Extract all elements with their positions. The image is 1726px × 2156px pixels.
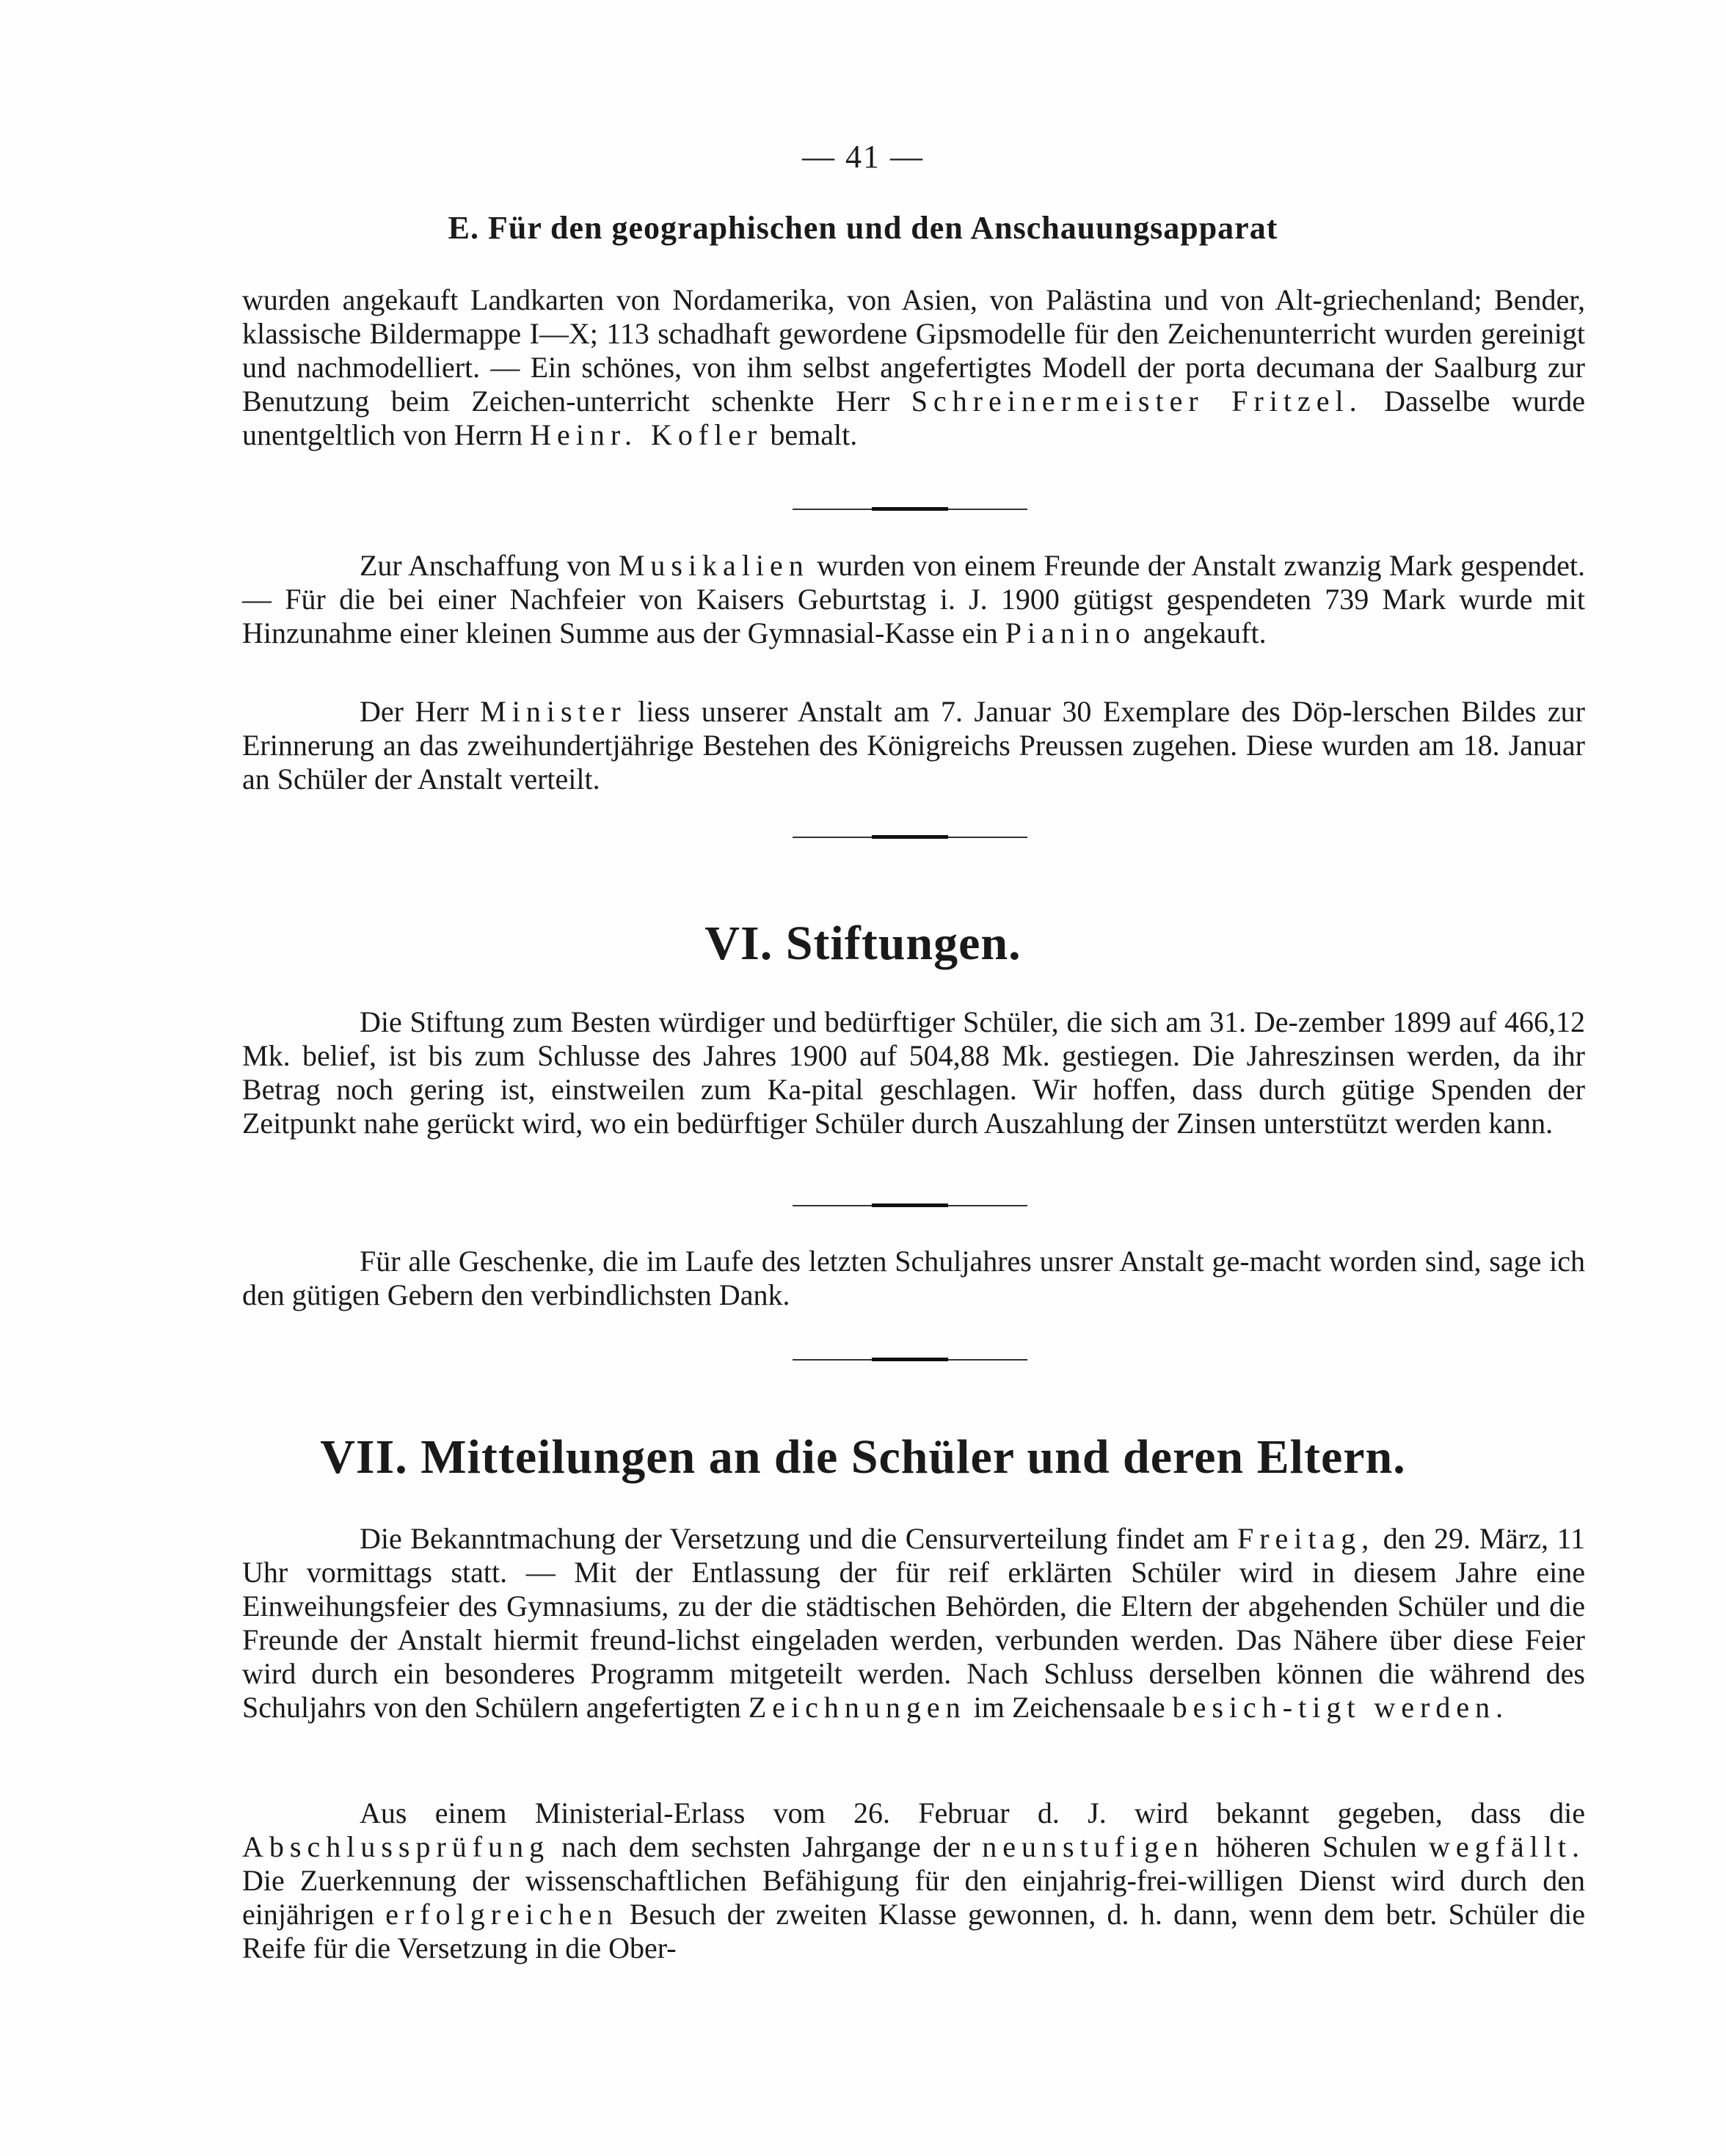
separator-rule [793, 1359, 1027, 1361]
spaced-word: Freitag, [1237, 1522, 1375, 1555]
text-run: angekauft. [1135, 616, 1267, 649]
spaced-word: Abschlussprüfung [242, 1830, 550, 1863]
text-run: höheren Schulen [1204, 1830, 1429, 1863]
text-run: im Zeichensaale [966, 1691, 1173, 1724]
text-run: Dasselbe wurde unentgeltlich von Herrn [242, 385, 1585, 451]
section-vi-paragraph-2: Für alle Geschenke, die im Laufe des letzten Schuljahres unsrer Anstalt ge-macht worden sind, sage ich den gütigen Gebern den verbindlichsten Dank. [242, 1245, 1585, 1311]
text-run: den 29. März, 11 Uhr vormittags statt. — Mit der Entlassung der für reif erklärten Schüler wird in diesem Jahre eine Einweihungsfeier des Gymnasiums, zu der die städtischen Behörden, die Eltern der abgehenden Schüler und die Freunde der Anstalt hiermit freund-lichst eingeladen werden, verbunden werden. Das Nähere über diese Feier wird durch ein besonderes Programm mitgeteilt werden. Nach Schluss derselben können die während des Schuljahrs von den Schülern angefertigten [242, 1522, 1586, 1724]
text-run: wurden von einem Freunde der Anstalt zwanzig Mark gespendet. — Für die bei einer Nachfeier von Kaisers Geburtstag i. J. 1900 gütigst gespendeten 739 Mark wurde mit Hinzunahme einer kleinen Summe aus der Gymnasial-Kasse ein [242, 549, 1585, 649]
separator-rule [793, 509, 1027, 510]
text-run: liess unserer Anstalt am 7. Januar 30 Exemplare des Döp-lerschen Bildes zur Erinnerung an das zweihundertjährige Bestehen des Königreichs Preussen zugehen. Diese wurden am 18. Januar an Schüler der Anstalt verteilt. [242, 695, 1585, 795]
spaced-word: Pianino [1005, 616, 1136, 649]
section-vii-heading: VII. Mitteilungen an die Schüler und deren Eltern. [320, 1430, 1406, 1484]
spaced-word: erfolgreichen [385, 1898, 619, 1931]
text-run: Aus einem Ministerial-Erlass vom 26. Februar d. J. wird bekannt gegeben, dass die [360, 1796, 1585, 1829]
musikalien-paragraph [242, 549, 1585, 650]
spaced-word: Zeichnungen [748, 1691, 966, 1724]
section-e-paragraph [242, 283, 1585, 452]
section-vii-paragraph-1 [242, 1522, 1585, 1725]
spaced-word: Minister [480, 695, 627, 728]
section-vi-paragraph-1: Die Stiftung zum Besten würdiger und bedürftiger Schüler, die sich am 31. De-zember 1899 auf 466,12 Mk. belief, ist bis zum Schlusse des Jahres 1900 auf 504,88 Mk. gestiegen. Die Jahreszinsen werden, da ihr Betrag noch gering ist, einstweilen zum Ka-pital geschlagen. Wir hoffen, dass durch gütige Spenden der Zeitpunkt nahe gerückt wird, wo ein bedürftiger Schüler durch Auszahlung der Zinsen unterstützt werden kann. [242, 1005, 1585, 1140]
section-e-heading: E. Für den geographischen und den Anschauungsapparat [448, 210, 1278, 246]
minister-paragraph [242, 695, 1585, 796]
text-run: wurden angekauft Landkarten von Nordamerika, von Asien, von Palästina und von Alt-griechenland; Bender, klassische Bildermappe I—X; 113 schadhaft gewordene Gipsmodelle für den Zeichenunterricht wurden gereinigt und nachmodelliert. — Ein schönes, von ihm selbst angefertigtes Modell der porta decumana der Saalburg zur Benutzung beim Zeichen-unterricht schenkte Herr [242, 283, 1585, 418]
separator-rule [793, 1205, 1027, 1206]
spaced-name: Heinr. Kofler [530, 418, 763, 451]
text-run: Zur Anschaffung von [360, 549, 619, 582]
text-run: nach dem sechsten Jahrgange der [550, 1830, 983, 1863]
section-vi-heading: VI. Stiftungen. [704, 917, 1022, 970]
spaced-name: Schreinermeister Fritzel. [911, 385, 1363, 418]
text-run: Die Zuerkennung der wissenschaftlichen Befähigung für den einjahrig-frei-willigen Dienst wird durch den einjährigen [242, 1864, 1585, 1931]
spaced-word: wegfällt. [1428, 1830, 1585, 1863]
text-run: Der Herr [360, 695, 481, 728]
page-number: — 41 — [802, 139, 924, 175]
spaced-word: Musikalien [618, 549, 809, 582]
section-vii-paragraph-2 [242, 1796, 1585, 1965]
separator-rule [793, 837, 1027, 838]
text-run: Besuch der zweiten Klasse gewonnen, d. h. dann, wenn dem betr. Schüler die Reife für die Versetzung in die Ober- [242, 1898, 1585, 1964]
text-run: Die Bekanntmachung der Versetzung und die Censurverteilung findet am [360, 1522, 1237, 1555]
text-run: bemalt. [762, 418, 858, 451]
spaced-word: neunstufigen [982, 1830, 1204, 1863]
spaced-word: besich-tigt werden. [1172, 1691, 1510, 1724]
